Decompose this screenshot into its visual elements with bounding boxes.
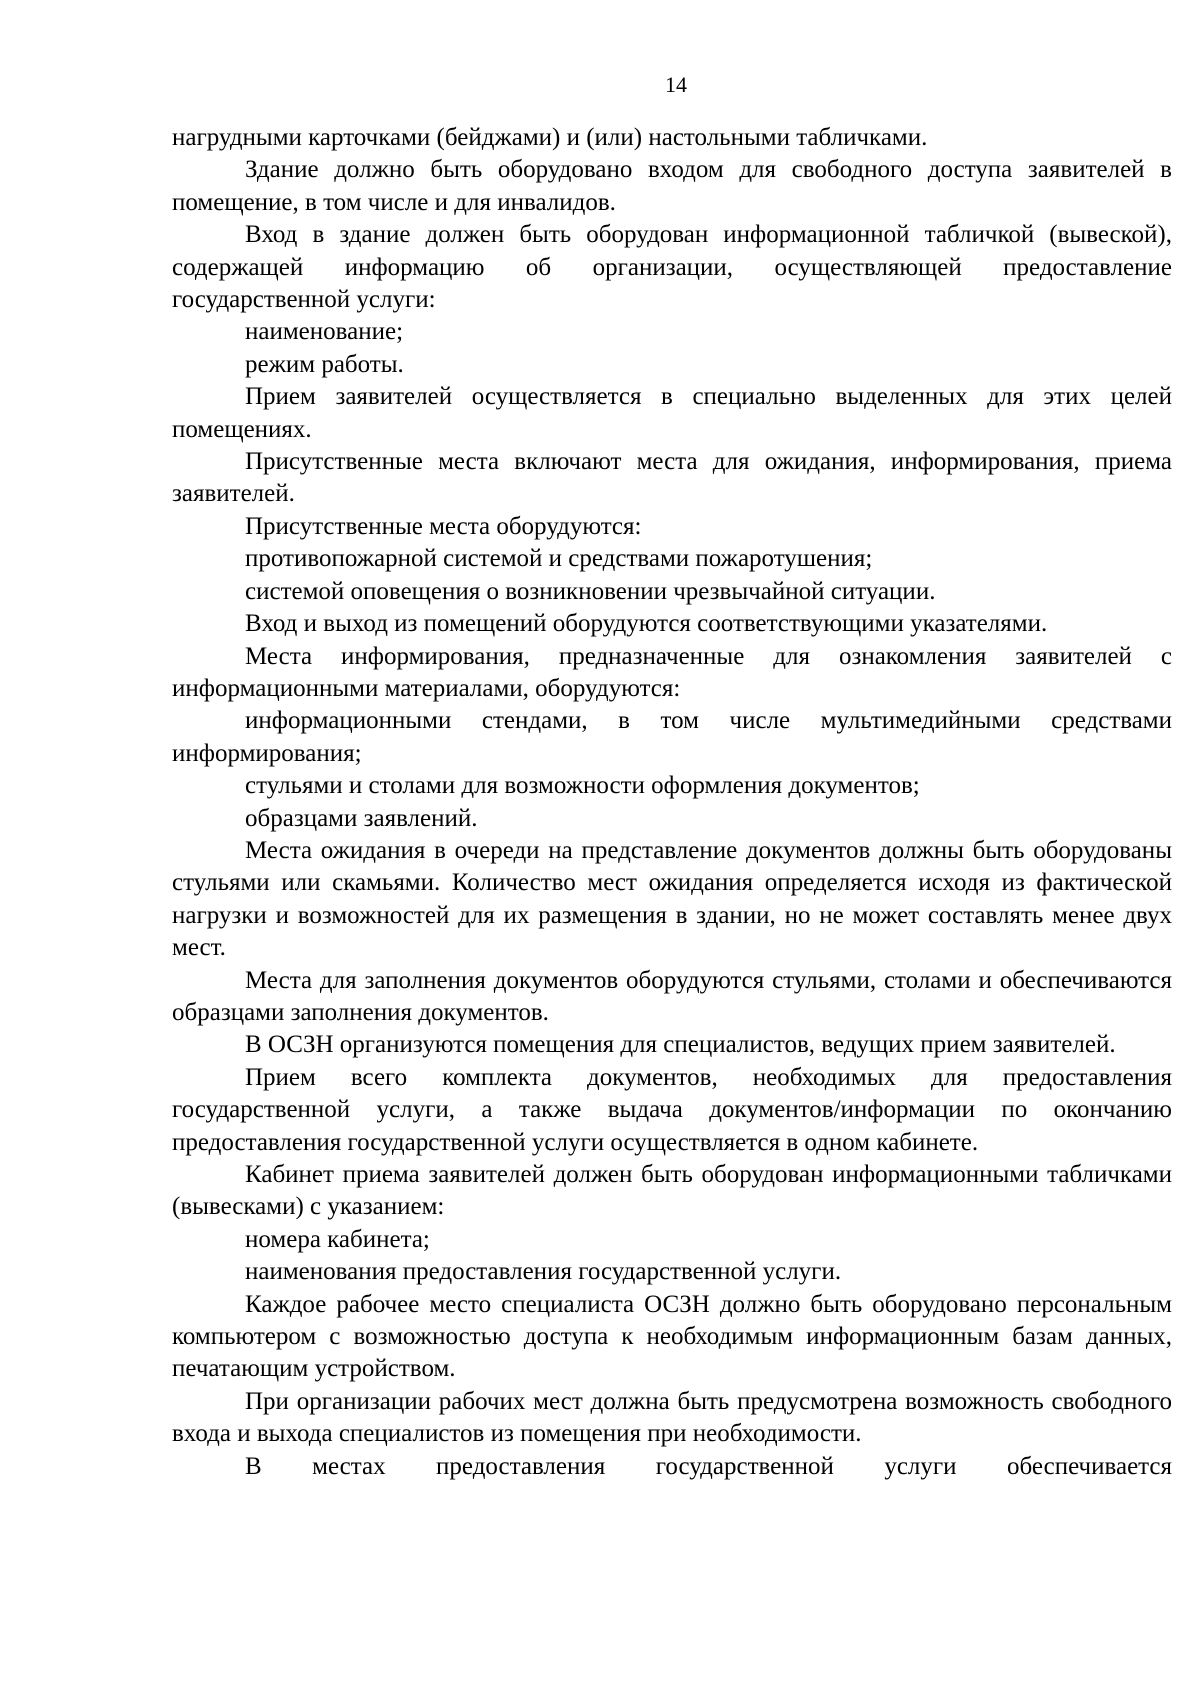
paragraph: Кабинет приема заявителей должен быть оборудован информационными табличками (вывесками) с указанием: bbox=[172, 1161, 1172, 1221]
list-item: противопожарной системой и средствами пожаротушения; bbox=[245, 545, 873, 573]
list-item: информационными стендами, в том числе мультимедийными средствами информирования; bbox=[172, 707, 1172, 767]
list-item: наименования предоставления государственной услуги. bbox=[245, 1258, 842, 1286]
list-item: системой оповещения о возникновении чрезвычайной ситуации. bbox=[245, 577, 936, 605]
document-body bbox=[172, 122, 1172, 1483]
paragraph: Вход в здание должен быть оборудован информационной табличкой (вывеской), содержащей информацию об организации, осуществляющей предоставление государственной услуги: bbox=[172, 221, 1172, 314]
page-number: 14 bbox=[665, 72, 687, 97]
list-item: образцами заявлений. bbox=[245, 804, 478, 832]
list-item: режим работы. bbox=[245, 350, 404, 378]
paragraph: Места для заполнения документов оборудуются стульями, столами и обеспечиваются образцами заполнения документов. bbox=[172, 966, 1172, 1026]
paragraph: Места информирования, предназначенные для ознакомления заявителей с информационными материалами, оборудуются: bbox=[172, 642, 1172, 702]
paragraph: Вход и выход из помещений оборудуются соответствующими указателями. bbox=[245, 610, 1048, 638]
paragraph: Места ожидания в очереди на представление документов должны быть оборудованы стульями или скамьями. Количество мест ожидания определяется исходя из фактической нагрузки и возможностей для их размещения в здании, но не может составлять менее двух мест. bbox=[172, 836, 1172, 962]
list-item: стульями и столами для возможности оформления документов; bbox=[245, 772, 920, 800]
paragraph: При организации рабочих мест должна быть предусмотрена возможность свободного входа и выхода специалистов из помещения при необходимости. bbox=[172, 1387, 1172, 1448]
list-item: наименование; bbox=[245, 318, 404, 346]
paragraph-continuation: нагрудными карточками (бейджами) и (или) настольными табличками. bbox=[172, 124, 928, 151]
paragraph-continues-next-page: В местах предоставления государственной услуги обеспечивается bbox=[245, 1452, 1172, 1480]
paragraph: Прием всего комплекта документов, необходимых для предоставления государственной услуги, а также выдача документов/информации по окончанию предоставления государственной услуги осуществляется в одном кабинете. bbox=[172, 1063, 1172, 1156]
paragraph: В ОСЗН организуются помещения для специалистов, ведущих прием заявителей. bbox=[245, 1031, 1116, 1059]
paragraph: Присутственные места включают места для ожидания, информирования, приема заявителей. bbox=[172, 448, 1172, 508]
paragraph: Каждое рабочее место специалиста ОСЗН должно быть оборудовано персональным компьютером с возможностью доступа к необходимым информационным базам данных, печатающим устройством. bbox=[172, 1290, 1172, 1383]
paragraph: Прием заявителей осуществляется в специально выделенных для этих целей помещениях. bbox=[172, 383, 1172, 443]
paragraph: Здание должно быть оборудовано входом для свободного доступа заявителей в помещение, в том числе и для инвалидов. bbox=[172, 156, 1172, 216]
paragraph: Присутственные места оборудуются: bbox=[245, 512, 642, 540]
document-page bbox=[172, 70, 1172, 1483]
list-item: номера кабинета; bbox=[245, 1225, 430, 1253]
